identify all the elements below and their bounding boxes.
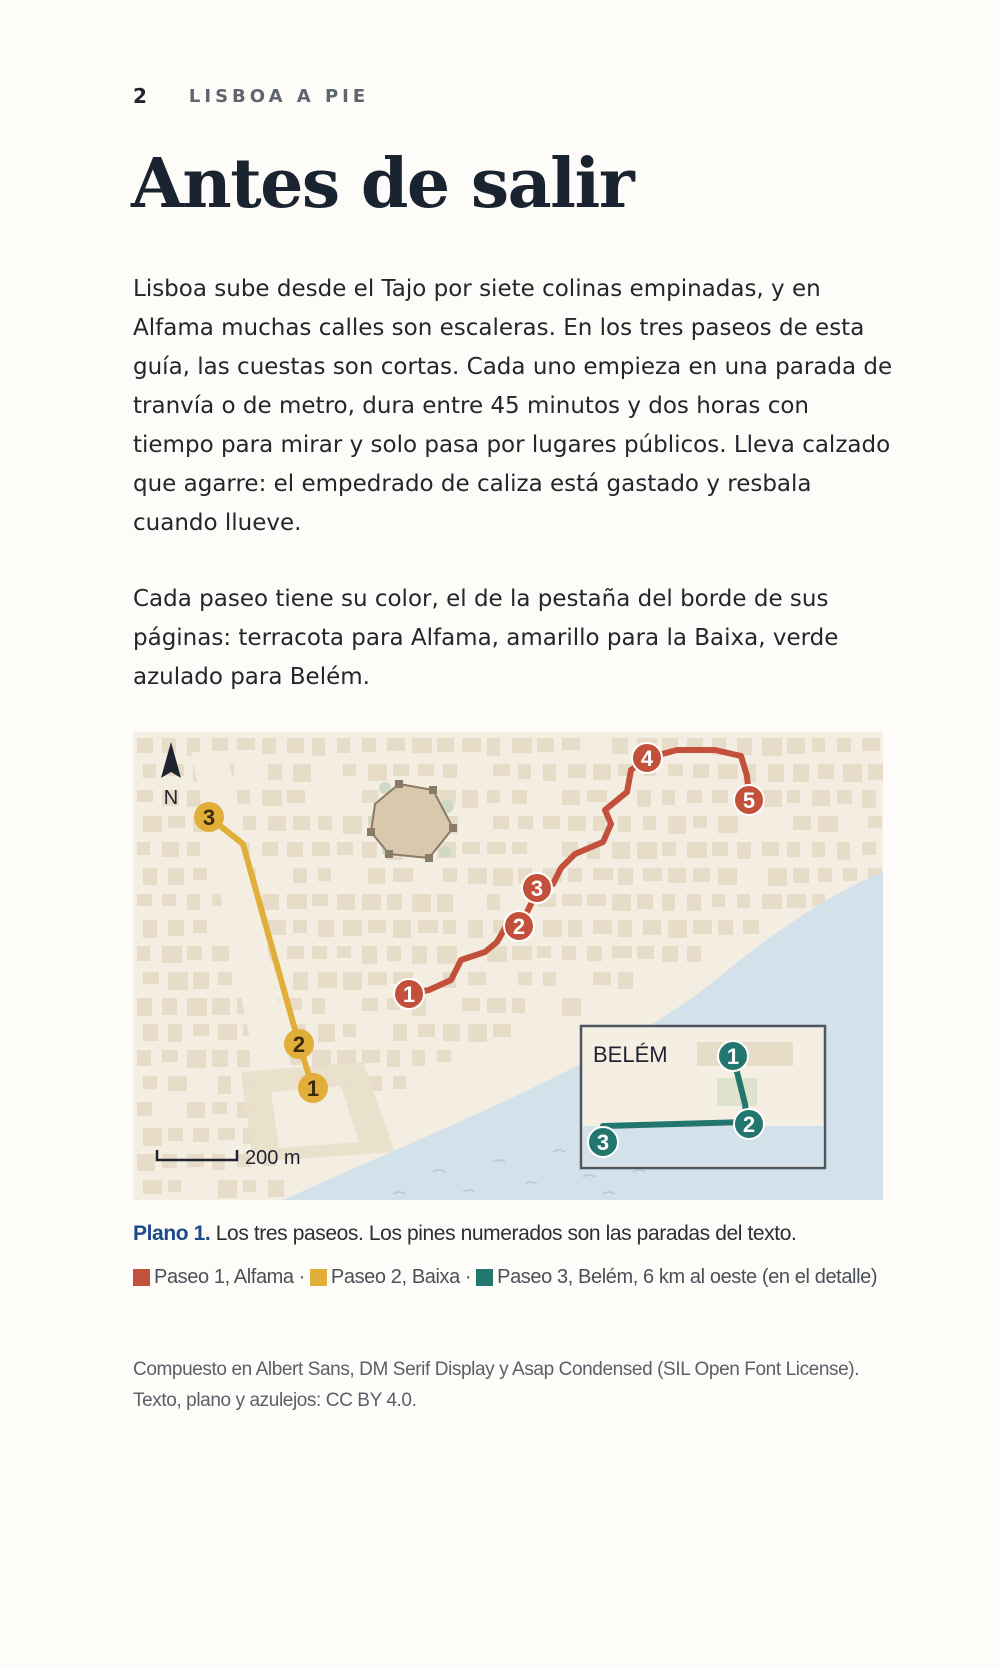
city-block xyxy=(837,790,852,804)
city-block xyxy=(393,1076,406,1089)
city-block xyxy=(812,738,825,752)
city-block xyxy=(362,842,377,858)
city-block xyxy=(587,790,607,802)
city-block xyxy=(443,1024,460,1041)
city-block xyxy=(437,946,457,964)
city-block xyxy=(137,790,153,802)
city-block xyxy=(368,972,387,985)
city-block xyxy=(337,1050,356,1064)
city-block xyxy=(737,842,751,859)
city-block xyxy=(468,972,486,985)
legend-item-baixa: Paseo 2, Baixa xyxy=(310,1266,460,1289)
city-block xyxy=(787,738,805,754)
city-block xyxy=(212,946,229,961)
city-block xyxy=(143,1024,158,1041)
chapter-title: Antes de salir xyxy=(131,144,634,224)
city-block xyxy=(662,894,675,911)
city-block xyxy=(487,790,500,803)
city-block xyxy=(712,790,728,803)
city-block xyxy=(687,946,701,962)
city-block xyxy=(343,1024,356,1037)
city-block xyxy=(137,1050,151,1066)
city-block xyxy=(193,1024,209,1036)
city-block xyxy=(443,920,456,934)
city-block xyxy=(668,868,686,883)
city-block xyxy=(212,1050,228,1067)
city-block xyxy=(162,842,179,857)
city-block xyxy=(243,816,256,830)
city-block xyxy=(143,1128,162,1146)
city-block xyxy=(293,972,308,990)
city-block xyxy=(393,1024,407,1041)
city-block xyxy=(143,868,157,885)
city-block xyxy=(787,842,800,857)
city-block xyxy=(512,946,532,960)
city-block xyxy=(137,946,150,961)
svg-text:2: 2 xyxy=(292,1032,306,1057)
city-block xyxy=(668,920,687,938)
city-block xyxy=(218,1076,231,1094)
city-block xyxy=(468,920,483,938)
city-block xyxy=(462,790,478,808)
city-block xyxy=(662,946,678,962)
city-block xyxy=(168,920,184,936)
city-block xyxy=(212,998,230,1015)
colophon-line: Compuesto en Albert Sans, DM Serif Display y Asap Condensed (SIL Open Font License). xyxy=(133,1359,860,1380)
city-block xyxy=(243,1180,256,1192)
city-block xyxy=(187,946,202,960)
city-block xyxy=(718,920,733,935)
svg-text:5: 5 xyxy=(742,788,756,813)
city-block xyxy=(537,738,554,752)
city-block xyxy=(343,816,362,834)
city-block xyxy=(262,790,282,806)
city-block xyxy=(362,1050,380,1063)
city-block xyxy=(618,920,632,937)
city-block xyxy=(237,1050,250,1067)
city-block xyxy=(668,816,686,834)
city-block xyxy=(512,738,532,753)
city-block xyxy=(437,738,454,752)
city-block xyxy=(687,894,701,911)
city-block xyxy=(193,1128,209,1142)
city-block xyxy=(562,790,580,805)
legend-separator: · xyxy=(298,1265,305,1288)
city-block xyxy=(512,790,527,804)
city-block xyxy=(787,894,806,908)
map-caption xyxy=(133,1220,893,1248)
scale-label: 200 m xyxy=(245,1147,301,1169)
city-block xyxy=(312,738,325,756)
map-legend xyxy=(133,1263,893,1291)
city-block xyxy=(718,764,738,779)
city-block xyxy=(662,790,675,805)
city-block xyxy=(593,972,611,985)
city-block xyxy=(287,842,303,857)
city-block xyxy=(862,842,876,855)
city-block xyxy=(543,920,562,937)
city-block xyxy=(562,738,580,750)
city-block xyxy=(212,1154,225,1170)
svg-text:4: 4 xyxy=(640,746,654,771)
intro-paragraph: Lisboa sube desde el Tajo por siete colinas empinadas, y en Alfama muchas calles son escaleras. En los tres paseos de esta guía, las cuestas son cortas. Cada uno empieza en una parada de tranvía o de metro, dura entre 45 minutos y dos horas con tiempo para mirar y solo pasa por lugares públicos. Lleva calzado que agarre: el empedrado de caliza está gastado y resbala cuando llueve. xyxy=(133,276,893,536)
city-block xyxy=(337,946,351,958)
city-block xyxy=(462,998,480,1011)
city-block xyxy=(287,946,304,959)
city-block xyxy=(393,868,413,882)
city-block xyxy=(568,816,586,831)
svg-text:1: 1 xyxy=(726,1044,740,1069)
city-block xyxy=(337,894,355,910)
city-block xyxy=(487,998,506,1013)
svg-text:1: 1 xyxy=(306,1076,320,1101)
caption-label: Plano 1. xyxy=(133,1222,211,1245)
route-alfama-stop-1 xyxy=(394,979,424,1009)
city-block xyxy=(262,894,279,910)
city-block xyxy=(643,816,656,830)
city-block xyxy=(187,894,200,910)
city-block xyxy=(268,764,282,780)
legend-item-belem: Paseo 3, Belém, 6 km al oeste (en el detalle) xyxy=(476,1266,877,1289)
city-block xyxy=(437,894,453,912)
city-block xyxy=(343,764,356,776)
color-key-paragraph: Cada paseo tiene su color, el de la pestaña del borde de sus páginas: terracota para Alfama, amarillo para la Baixa, verde azulado para Belém. xyxy=(133,586,839,690)
city-block xyxy=(168,868,184,885)
city-block xyxy=(393,920,411,938)
city-block xyxy=(593,816,606,831)
city-block xyxy=(318,972,337,988)
city-block xyxy=(637,842,657,859)
city-block xyxy=(862,738,880,751)
city-block xyxy=(193,972,209,989)
city-block xyxy=(743,920,759,934)
city-block xyxy=(262,738,276,754)
city-block xyxy=(268,816,286,831)
city-block xyxy=(287,790,305,803)
city-block xyxy=(587,946,602,961)
route-alfama-stop-2 xyxy=(504,911,534,941)
belem-inset xyxy=(581,1026,825,1168)
route-belem-stop-1 xyxy=(718,1041,748,1071)
city-block xyxy=(518,972,532,985)
city-block xyxy=(762,894,782,909)
svg-text:2: 2 xyxy=(512,914,526,939)
city-block xyxy=(737,738,752,755)
city-block xyxy=(218,972,232,985)
city-block xyxy=(187,998,207,1016)
city-block xyxy=(237,790,250,804)
city-block xyxy=(762,738,782,756)
city-block xyxy=(868,764,883,780)
city-block xyxy=(368,920,386,933)
running-head xyxy=(133,84,369,108)
city-block xyxy=(418,1024,435,1037)
city-block xyxy=(362,946,377,964)
city-block xyxy=(137,894,152,906)
city-block xyxy=(337,842,353,855)
city-block xyxy=(637,894,653,909)
city-block xyxy=(187,1102,205,1118)
belem-inset-label: BELÉM xyxy=(593,1042,668,1067)
city-block xyxy=(168,1076,187,1091)
city-block xyxy=(793,868,809,883)
city-block xyxy=(343,920,362,936)
city-block xyxy=(368,868,385,884)
svg-text:3: 3 xyxy=(530,876,544,901)
city-block xyxy=(337,738,350,753)
legend-swatch-baixa xyxy=(310,1269,327,1286)
city-block xyxy=(512,842,527,854)
route-baixa-stop-1 xyxy=(298,1073,328,1103)
city-block xyxy=(568,868,582,882)
city-block xyxy=(362,790,378,803)
city-block xyxy=(518,764,531,779)
city-block xyxy=(562,946,576,960)
city-block xyxy=(543,816,560,829)
city-block xyxy=(618,972,633,989)
route-alfama-stop-4 xyxy=(632,743,662,773)
city-block xyxy=(587,894,606,906)
city-block xyxy=(518,816,533,829)
svg-text:1: 1 xyxy=(402,982,416,1007)
city-block xyxy=(212,738,228,751)
city-block xyxy=(312,894,328,906)
city-block xyxy=(812,842,825,857)
city-block xyxy=(862,790,876,808)
city-block xyxy=(718,868,737,885)
city-block xyxy=(493,868,513,886)
city-block xyxy=(368,764,387,781)
city-block xyxy=(768,764,784,782)
city-block xyxy=(493,1024,511,1037)
city-block xyxy=(462,738,481,752)
city-block xyxy=(412,894,431,912)
city-block xyxy=(312,998,325,1014)
city-block xyxy=(218,1180,237,1198)
city-block xyxy=(687,842,707,858)
city-block xyxy=(643,920,661,935)
city-block xyxy=(387,946,401,961)
city-block xyxy=(837,842,850,860)
city-block xyxy=(312,946,327,959)
north-label: N xyxy=(163,787,179,809)
city-block xyxy=(212,1102,227,1114)
route-belem-stop-3 xyxy=(588,1127,618,1157)
city-block xyxy=(693,920,712,934)
city-block xyxy=(293,816,310,830)
city-block xyxy=(693,816,707,828)
city-block xyxy=(293,868,307,883)
city-block xyxy=(268,1180,284,1197)
city-block xyxy=(162,1050,178,1062)
legend-separator: · xyxy=(464,1265,472,1288)
city-block xyxy=(568,764,586,778)
city-block xyxy=(162,894,176,906)
city-block xyxy=(318,1024,335,1042)
colophon xyxy=(133,1354,893,1416)
city-block xyxy=(318,920,334,937)
city-block xyxy=(618,816,631,832)
city-block xyxy=(168,1128,183,1141)
city-block xyxy=(593,764,611,780)
city-block xyxy=(637,946,654,959)
city-block xyxy=(168,1024,182,1042)
city-block xyxy=(562,998,581,1016)
city-block xyxy=(362,894,381,910)
walking-routes-map xyxy=(133,732,883,1200)
legend-swatch-alfama xyxy=(133,1269,150,1286)
city-block xyxy=(362,738,376,752)
page-number: 2 xyxy=(133,84,147,108)
city-block xyxy=(812,790,830,806)
city-block xyxy=(668,764,683,776)
svg-text:3: 3 xyxy=(596,1130,610,1155)
city-block xyxy=(762,790,782,807)
city-block xyxy=(593,868,613,880)
city-block xyxy=(168,972,188,990)
city-block xyxy=(193,920,207,933)
city-block xyxy=(143,764,156,778)
city-block xyxy=(218,1128,235,1140)
city-block xyxy=(437,1050,451,1062)
city-block xyxy=(793,764,809,782)
city-block xyxy=(312,842,330,856)
city-block xyxy=(443,868,457,882)
city-block xyxy=(343,972,362,990)
city-block xyxy=(493,816,509,829)
city-block xyxy=(187,1050,206,1068)
city-block xyxy=(143,920,157,938)
city-block xyxy=(137,842,150,855)
city-block xyxy=(468,1024,487,1042)
city-block xyxy=(693,868,710,882)
city-block xyxy=(487,894,500,910)
route-belem-stop-2 xyxy=(734,1109,764,1139)
city-block xyxy=(593,920,612,934)
route-alfama-stop-5 xyxy=(734,785,764,815)
city-block xyxy=(162,998,177,1015)
route-alfama-stop-3 xyxy=(522,873,552,903)
svg-text:2: 2 xyxy=(742,1112,756,1137)
city-block xyxy=(462,842,480,854)
city-block xyxy=(712,842,728,856)
city-block xyxy=(543,972,556,986)
city-block xyxy=(143,1180,162,1194)
city-block xyxy=(318,868,331,881)
city-block xyxy=(168,1180,181,1192)
city-block xyxy=(468,868,487,884)
city-block xyxy=(687,790,702,803)
city-block xyxy=(168,816,185,828)
city-block xyxy=(193,868,207,880)
city-block xyxy=(287,738,304,753)
city-block xyxy=(837,738,851,752)
city-block xyxy=(143,1076,157,1089)
city-block xyxy=(718,816,738,833)
city-block xyxy=(612,894,631,911)
city-block xyxy=(512,998,525,1013)
route-baixa-stop-2 xyxy=(284,1029,314,1059)
city-block xyxy=(137,1102,152,1116)
city-block xyxy=(393,764,409,776)
city-block xyxy=(137,998,152,1016)
city-block xyxy=(787,790,800,803)
city-block xyxy=(568,920,582,937)
city-block xyxy=(487,738,500,756)
city-block xyxy=(712,894,725,907)
city-block xyxy=(637,790,651,807)
caption-text: Los tres paseos. Los pines numerados son las paradas del texto. xyxy=(215,1222,797,1245)
city-block xyxy=(762,842,779,856)
city-block xyxy=(143,816,162,832)
city-block xyxy=(387,738,405,751)
route-baixa-stop-3 xyxy=(194,802,224,832)
city-block xyxy=(693,764,709,778)
city-block xyxy=(537,946,551,958)
city-block xyxy=(387,1050,400,1067)
city-block xyxy=(387,894,402,910)
city-block xyxy=(793,816,811,830)
city-block xyxy=(843,764,862,782)
city-block xyxy=(412,738,432,753)
city-block xyxy=(768,868,787,886)
city-block xyxy=(562,894,582,906)
city-block xyxy=(843,868,857,881)
city-block xyxy=(737,894,750,908)
city-block xyxy=(293,920,307,933)
city-block xyxy=(362,998,378,1011)
city-block xyxy=(643,868,662,881)
city-block xyxy=(618,868,633,885)
city-block xyxy=(162,946,182,963)
city-block xyxy=(237,738,255,750)
city-block xyxy=(218,1024,237,1040)
city-block xyxy=(443,764,457,778)
book-title: LISBOA A PIE xyxy=(188,85,370,107)
city-block xyxy=(412,1050,425,1066)
svg-text:3: 3 xyxy=(202,805,216,830)
colophon-line: Texto, plano y azulejos: CC BY 4.0. xyxy=(133,1390,417,1411)
city-block xyxy=(868,816,882,828)
legend-swatch-belem xyxy=(476,1269,493,1286)
city-block xyxy=(318,816,332,830)
city-block xyxy=(143,972,159,984)
city-block xyxy=(818,764,834,779)
city-block xyxy=(137,1154,155,1171)
city-block xyxy=(612,738,628,754)
city-block xyxy=(818,816,838,832)
city-block xyxy=(543,764,556,781)
city-block xyxy=(262,842,278,856)
city-block xyxy=(187,842,200,856)
city-block xyxy=(493,764,510,776)
city-block xyxy=(137,738,153,753)
city-block xyxy=(487,842,506,854)
city-block xyxy=(293,764,311,782)
legend-item-alfama: Paseo 1, Alfama xyxy=(133,1266,294,1289)
city-block xyxy=(818,868,832,882)
city-block xyxy=(612,946,632,958)
city-block xyxy=(418,764,434,776)
city-block xyxy=(412,946,427,964)
city-block xyxy=(287,894,307,909)
city-block xyxy=(662,842,676,856)
city-block xyxy=(612,842,630,859)
city-block xyxy=(418,920,438,933)
